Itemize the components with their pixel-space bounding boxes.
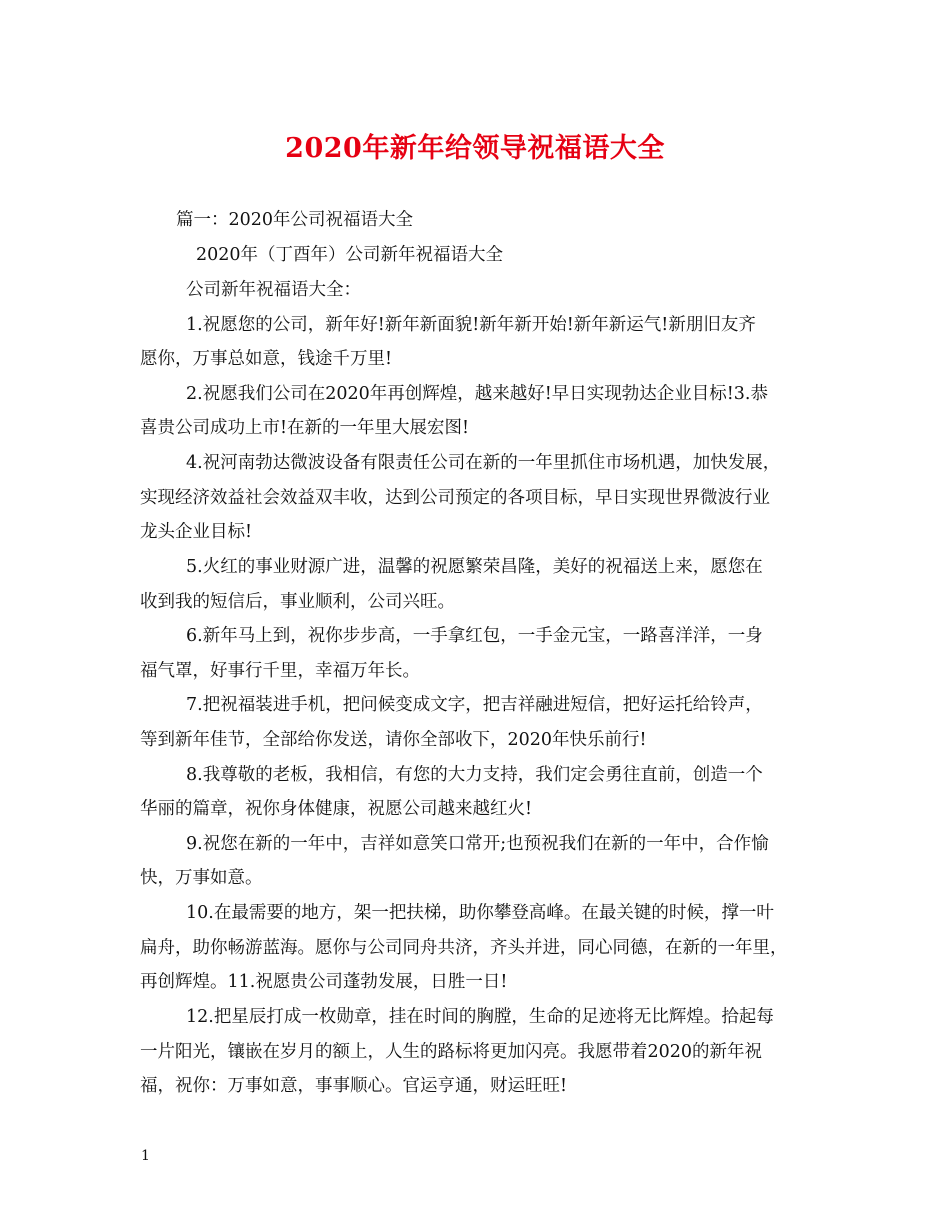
paragraph-line: 等到新年佳节，全部给你发送，请你全部收下，2020年快乐前行! [140, 730, 647, 750]
paragraph-line: 快，万事如意。 [140, 868, 263, 888]
paragraph-line: 12.把星辰打成一枚勋章，挂在时间的胸膛，生命的足迹将无比辉煌。拾起每 [186, 1007, 774, 1027]
paragraph-line: 4.祝河南勃达微波设备有限责任公司在新的一年里抓住市场机遇，加快发展， [186, 453, 781, 473]
subheading: 2020年（丁酉年）公司新年祝福语大全 [196, 245, 504, 265]
paragraph-line: 1.祝愿您的公司，新年好!新年新面貌!新年新开始!新年新运气!新朋旧友齐 [186, 315, 756, 335]
paragraph-line: 一片阳光，镶嵌在岁月的额上，人生的路标将更加闪亮。我愿带着2020的新年祝 [140, 1042, 763, 1062]
paragraph-line: 喜贵公司成功上市!在新的一年里大展宏图! [140, 418, 470, 438]
paragraph-line: 10.在最需要的地方，架一把扶梯，助你攀登高峰。在最关键的时候，撑一叶 [186, 903, 774, 923]
page-number: 1 [141, 1148, 150, 1164]
paragraph-line: 福，祝你：万事如意，事事顺心。官运亨通，财运旺旺! [140, 1076, 568, 1096]
paragraph-line: 7.把祝福装进手机，把问候变成文字，把吉祥融进短信，把好运托给铃声， [186, 695, 763, 715]
paragraph-line: 5.火红的事业财源广进，温馨的祝愿繁荣昌隆，美好的祝福送上来，愿您在 [186, 557, 763, 577]
paragraph-line: 华丽的篇章，祝你身体健康，祝愿公司越来越红火! [140, 799, 533, 819]
document-title: 2020年新年给领导祝福语大全 [285, 133, 665, 164]
paragraph-line: 实现经济效益社会效益双丰收，达到公司预定的各项目标，早日实现世界微波行业 [140, 488, 770, 508]
paragraph-line: 福气罩，好事行千里，幸福万年长。 [140, 661, 420, 681]
paragraph-line: 愿你，万事总如意，钱途千万里! [140, 349, 393, 369]
section-heading: 篇一：2020年公司祝福语大全 [176, 210, 414, 230]
paragraph-line: 收到我的短信后，事业顺利，公司兴旺。 [140, 592, 455, 612]
paragraph-line: 8.我尊敬的老板，我相信，有您的大力支持，我们定会勇往直前，创造一个 [186, 765, 763, 785]
paragraph-line: 龙头企业目标! [140, 522, 253, 542]
paragraph-line: 6.新年马上到，祝你步步高，一手拿红包，一手金元宝，一路喜洋洋，一身 [186, 626, 763, 646]
paragraph-line: 再创辉煌。11.祝愿贵公司蓬勃发展，日胜一日! [140, 972, 508, 992]
paragraph-line: 扁舟，助你畅游蓝海。愿你与公司同舟共济，齐头并进，同心同德，在新的一年里， [140, 938, 788, 958]
intro-line: 公司新年祝福语大全： [186, 280, 361, 300]
paragraph-line: 9.祝您在新的一年中，吉祥如意笑口常开;也预祝我们在新的一年中，合作愉 [186, 834, 769, 854]
paragraph-line: 2.祝愿我们公司在2020年再创辉煌，越来越好!早日实现勃达企业目标!3.恭 [186, 384, 768, 404]
